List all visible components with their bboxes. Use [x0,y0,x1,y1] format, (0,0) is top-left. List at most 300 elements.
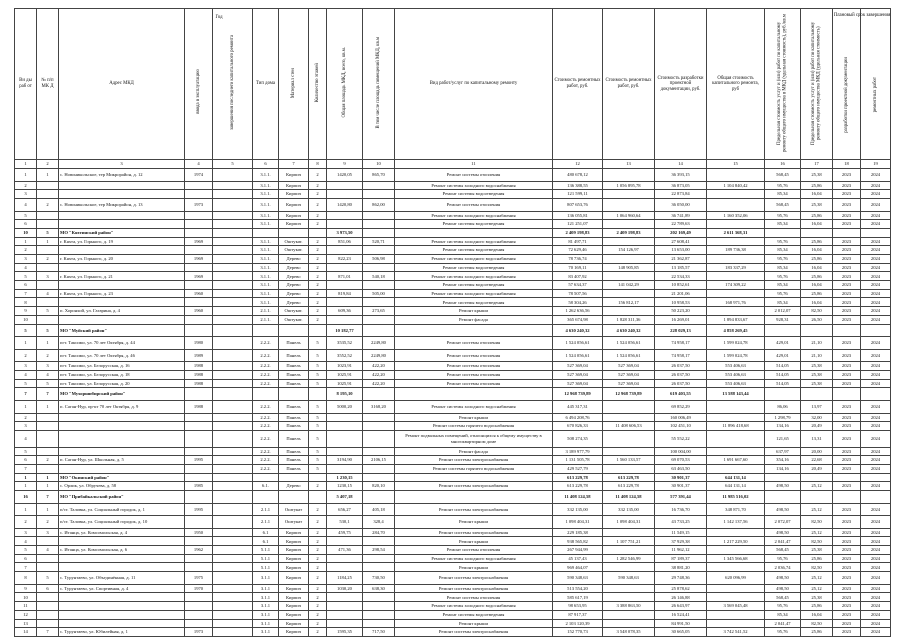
table-cell: 1 104 840,42 [707,181,765,190]
table-cell: 3 189 977,79 [553,447,603,456]
table-cell: 1 599 024,78 [707,349,765,362]
header-vid-rabot: Ви ды раб от [15,9,37,160]
table-cell: 2 [309,528,327,537]
table-cell: 5 407,18 [327,490,363,503]
table-cell: 527 369,04 [603,362,655,371]
table-cell: 2 [309,563,327,572]
table-cell: 30 901,37 [655,473,707,482]
table-cell: 1 [37,482,59,491]
table-cell: 3 742 541,52 [707,628,765,637]
table-row [15,289,891,298]
table-cell [363,263,395,272]
table-cell: Панель [279,464,309,473]
table-row [15,584,891,593]
column-number: 2 [37,160,59,169]
table-cell: 2024 [861,546,891,555]
table-cell: 2024 [861,456,891,465]
table-cell: Ремонт системы отопления [395,546,553,555]
table-cell [185,537,213,546]
table-cell: 2023 [833,537,861,546]
table-cell: 2024 [861,482,891,491]
table-cell [59,619,185,628]
table-row [15,516,891,529]
table-cell: 85,34 [765,220,801,229]
header-plan-design: Плановый срок завершения разработки проектной документации [833,9,861,160]
table-cell: Ремонт системы холодного водоснабжения [395,554,553,563]
table-cell: 3 [15,190,37,199]
table-cell: 11 962,12 [655,546,707,555]
table-cell: Панель [279,362,309,371]
table-cell: 1969 [185,255,213,264]
table-cell [213,298,253,307]
table-cell: 267 944,99 [553,546,603,555]
table-cell: 527 369,04 [553,370,603,379]
table-cell: Кирпич [279,619,309,628]
table-cell [327,422,363,431]
table-cell: 14 [15,628,37,637]
table-cell: 2 [309,237,327,246]
table-cell: 498,50 [765,584,801,593]
table-row [15,263,891,272]
table-cell: 2 [309,211,327,220]
table-cell [363,211,395,220]
table-cell: 1 131 505,78 [553,456,603,465]
table-cell: 154 126,97 [603,246,655,255]
table-cell: 568,45 [765,593,801,602]
table-cell: 134,16 [765,464,801,473]
table-cell: 506,98 [363,255,395,264]
table-cell: Ремонт системы электроснабжения [395,482,553,491]
table-cell: 2024 [861,602,891,611]
table-cell: Ремонт фасада [395,315,553,324]
header-total-area: Общая площадь МКД, всего, кв.м. [327,9,363,160]
table-row [15,400,891,413]
table-cell: 2023 [833,503,861,516]
table-cell [707,220,765,229]
table-cell [213,490,253,503]
column-number: 6 [253,160,279,169]
table-cell: МО "Кяхтинский район" [59,228,185,237]
table-cell: 2024 [861,337,891,350]
table-cell: 969 464,07 [553,563,603,572]
table-cell: 5 [309,422,327,431]
table-cell [707,593,765,602]
table-cell: 2023 [833,516,861,529]
table-cell: 7 [15,464,37,473]
table-cell: 25,38 [801,198,833,211]
table-cell [213,370,253,379]
table-cell [213,400,253,413]
table-cell [213,324,253,337]
table-cell: 1 [37,337,59,350]
table-cell [59,211,185,220]
table-cell: 422,20 [363,370,395,379]
table-cell: 25,86 [801,181,833,190]
table-cell [213,447,253,456]
table-cell: 6.1. [253,482,279,491]
table-cell [213,430,253,447]
table-cell [363,298,395,307]
table-cell [363,220,395,229]
header-row [15,9,891,160]
table-cell [833,473,861,482]
table-cell [363,619,395,628]
table-cell [363,246,395,255]
table-cell: Дерево [279,263,309,272]
table-cell: Ремонт системы электроснабжения [395,584,553,593]
table-cell: 1 [15,482,37,491]
table-cell [603,610,655,619]
table-cell: 85,34 [765,190,801,199]
table-cell [707,430,765,447]
table-cell [861,473,891,482]
table-cell: 1 [15,337,37,350]
table-cell [59,537,185,546]
table-cell: 36 393,15 [655,169,707,182]
table-cell: п. Хоронхой, ул. Гагарина, д. 4 [59,307,185,316]
column-number: 15 [707,160,765,169]
table-cell: 2023 [833,272,861,281]
table-cell: 50 223,20 [655,307,707,316]
table-cell: 1 [15,237,37,246]
header-plan-group: Плановый срок завершения [833,13,891,18]
table-cell: Ремонт системы отопления [395,379,553,388]
table-cell: 498,50 [765,528,801,537]
table-cell [213,263,253,272]
table-cell: 1 691 667,60 [707,456,765,465]
table-cell: 2023 [833,237,861,246]
table-cell: 1 142 137,56 [707,516,765,529]
table-cell: 527 369,04 [603,370,655,379]
table-cell [801,324,833,337]
table-cell: 3.1.1 [253,619,279,628]
table-cell: г. Кяхта, ул. Горького, д. 21 [59,272,185,281]
table-cell [37,430,59,447]
table-cell: 168 971,76 [707,298,765,307]
table-cell: 58 304,26 [553,298,603,307]
table-cell: 11 549,15 [655,528,707,537]
table-row [15,528,891,537]
column-number: 3 [59,160,185,169]
table-cell: 1 [15,400,37,413]
table-cell: 2024 [861,400,891,413]
table-cell: 6 [15,220,37,229]
table-cell [327,602,363,611]
table-cell: 405,18 [363,503,395,516]
table-cell [327,537,363,546]
table-cell: 2 [37,198,59,211]
table-cell: 1 217 229,50 [707,537,765,546]
table-cell: 25,38 [801,362,833,371]
table-cell: Кирпич [279,546,309,555]
table-cell: 85,34 [765,281,801,290]
table-cell: 1988 [185,400,213,413]
table-cell: 5 [309,349,327,362]
table-cell: 4 [37,370,59,379]
table-cell: Ремонт системы электроснабжения [395,528,553,537]
table-cell: 1030,20 [327,584,363,593]
table-cell: 85,34 [765,610,801,619]
table-cell: 2024 [861,422,891,431]
table-cell [59,602,185,611]
column-number: 12 [553,160,603,169]
table-cell: Кирпич [279,554,309,563]
column-number: 18 [833,160,861,169]
table-cell: 4 630 240,32 [553,324,603,337]
table-cell: 5.1.1 [253,563,279,572]
table-cell [213,619,253,628]
table-cell [363,181,395,190]
table-cell [185,554,213,563]
table-row [15,315,891,324]
table-cell [185,315,213,324]
table-cell: 21 362,87 [655,255,707,264]
table-cell [185,263,213,272]
table-cell [707,413,765,422]
table-cell [185,593,213,602]
table-cell: 32,00 [801,413,833,422]
table-cell: 10 [15,228,37,237]
table-cell: 429,01 [765,337,801,350]
table-cell [59,246,185,255]
table-cell [213,554,253,563]
header-design-cost: Стоимость разработки проектной документации, руб. [655,9,707,160]
table-cell: 1980 [185,337,213,350]
table-cell: 189 736,38 [707,246,765,255]
table-row [15,593,891,602]
header-work-type: Вид работ/услуг по капитальному ремонту [395,9,553,160]
table-cell: 1 098 404,31 [553,516,603,529]
table-cell: 2.2.2. [253,337,279,350]
table-cell: 2 [309,289,327,298]
table-cell: 2023 [833,619,861,628]
table-cell: 2024 [861,610,891,619]
table-cell: 508 274,35 [553,430,603,447]
table-cell: 16,04 [801,220,833,229]
table-cell: 5 [15,324,37,337]
table-cell: 5.1.1 [253,554,279,563]
table-cell: 2024 [861,169,891,182]
table-cell [707,619,765,628]
table-cell: 1973 [185,628,213,637]
table-cell [279,490,309,503]
column-number: 14 [655,160,707,169]
table-cell: 183 337,29 [707,263,765,272]
table-cell: 2023 [833,349,861,362]
table-cell [707,255,765,264]
table-cell: 36 873,05 [655,181,707,190]
table-cell: 2023 [833,211,861,220]
table-cell: 3.1.1. [253,263,279,272]
sheet [14,8,890,637]
table-cell [213,584,253,593]
table-cell: 527 369,04 [603,379,655,388]
table-cell: 620 096,99 [707,572,765,585]
table-cell: 1989 [185,349,213,362]
table-cell: 3.1.1. [253,272,279,281]
table-cell: 3.1.1. [253,198,279,211]
table-cell: 2 [15,246,37,255]
table-cell: 5 [309,370,327,379]
table-cell: 3.1.1 [253,610,279,619]
column-number: 17 [801,160,833,169]
table-cell: 2024 [861,563,891,572]
table-cell: 348 871,70 [707,503,765,516]
table-row [15,337,891,350]
table-cell: 11 896 418,68 [707,422,765,431]
table-cell: Кирпич [279,610,309,619]
table-cell: 2.2.2. [253,349,279,362]
table-cell: 2023 [833,181,861,190]
table-row [15,255,891,264]
table-cell [185,220,213,229]
table-cell [213,198,253,211]
table-cell: 1995 [185,456,213,465]
table-cell: 7 [37,628,59,637]
table-cell: 3.1.1. [253,289,279,298]
table-cell: 26 146,88 [655,593,707,602]
table-cell: 2.2.2. [253,430,279,447]
table-cell: Ремонт системы электроснабжения [395,456,553,465]
table-row [15,503,891,516]
table-cell: 82,50 [801,537,833,546]
table-cell: 619 403,55 [655,388,707,401]
table-cell: 1 524 056,61 [553,349,603,362]
table-cell [327,281,363,290]
table-cell: 1985 [185,482,213,491]
table-cell [279,388,309,401]
table-cell: 2.2.2. [253,464,279,473]
table-cell: 5.1.1 [253,546,279,555]
table-cell [37,610,59,619]
table-cell [185,228,213,237]
table-cell [213,388,253,401]
table-cell: Кирпич [279,602,309,611]
table-cell: 7 [15,289,37,298]
table-cell: 2023 [833,246,861,255]
table-cell: 2024 [861,349,891,362]
table-cell: 568,45 [765,198,801,211]
table-row [15,281,891,290]
table-cell [327,464,363,473]
table-cell [213,246,253,255]
table-cell [37,537,59,546]
table-cell [213,289,253,298]
table-cell: 3 388 863,50 [603,602,655,611]
table-cell: 851,06 [327,237,363,246]
table-cell: 4 630 240,32 [603,324,655,337]
table-cell: Ремонт крыши [395,516,553,529]
group-row [15,388,891,401]
table-cell [213,563,253,572]
table-cell: 2 [309,307,327,316]
table-row [15,447,891,456]
table-cell: 22 873,84 [655,190,707,199]
table-cell [37,464,59,473]
table-cell: Ремонт фасада [395,447,553,456]
table-cell: Панель [279,349,309,362]
table-cell: п. Саган-Нур, пр-кт 70 лет Октября, д. 9 [59,400,185,413]
table-cell: 1973 [185,198,213,211]
table-cell: п. Саган-Нур, ул. Школьная, д. 5 [59,456,185,465]
table-cell [603,190,655,199]
table-cell: 2024 [861,628,891,637]
table-cell: 2 [309,554,327,563]
table-cell: 2024 [861,430,891,447]
table-cell: 25,12 [801,572,833,585]
table-row [15,246,891,255]
table-cell: 2 041,47 [765,537,801,546]
table-cell: 3.1.1 [253,628,279,637]
table-cell [213,602,253,611]
table-cell: 1960 [185,289,213,298]
table-cell: 8 195,10 [327,388,363,401]
table-cell [707,447,765,456]
table-cell: 72 629,46 [553,246,603,255]
table-cell [213,413,253,422]
table-cell: с. Новоникольское, тер Микрорайон, д. 12 [59,169,185,182]
table-cell [327,430,363,447]
table-cell: Кирпич [279,190,309,199]
table-cell: 13 [15,619,37,628]
table-cell: 568,45 [765,546,801,555]
table-cell: 2024 [861,237,891,246]
table-cell: 5 [15,447,37,456]
table-cell: 82,50 [801,516,833,529]
table-cell: Ремонт системы холодного водоснабжения [395,272,553,281]
table-cell [185,298,213,307]
table-cell: 25,86 [801,255,833,264]
table-cell: Кирпич [279,528,309,537]
table-cell: 16,04 [801,263,833,272]
table-cell: 69 852,29 [655,400,707,413]
table-cell: пгт. Таксимо, ул. Белорусская, д. 16 [59,362,185,371]
table-cell: 6 [37,584,59,593]
table-cell [185,619,213,628]
table-cell: 1988 [185,362,213,371]
column-number: 8 [309,160,327,169]
table-cell: 9 [15,307,37,316]
table-cell [603,584,655,593]
table-cell [309,490,327,503]
table-cell: 38 881,20 [655,563,707,572]
table-cell: пгт. Таксимо, ул. Белорусская, д. 20 [59,379,185,388]
table-cell: 2023 [833,198,861,211]
table-cell: 21,10 [801,349,833,362]
table-cell: 10 182,77 [327,324,363,337]
table-cell: Дерево [279,281,309,290]
table-cell: 2023 [833,220,861,229]
table-cell [707,190,765,199]
table-cell: 1 [37,503,59,516]
table-cell: 16 736,70 [655,503,707,516]
table-row [15,619,891,628]
table-cell [707,289,765,298]
table-cell: 85,34 [765,298,801,307]
table-cell: 2023 [833,546,861,555]
table-cell [185,281,213,290]
table-cell: с. Итанца, ул. Комсомольская, д. 4 [59,528,185,537]
table-cell: 480 678,12 [553,169,603,182]
table-cell: Панель [279,413,309,422]
table-cell: 78 507,56 [553,289,603,298]
table-cell: 102 451,10 [655,422,707,431]
table-cell: 13,97 [801,400,833,413]
table-cell [603,237,655,246]
table-cell: Ремонт крыши [395,307,553,316]
table-cell: 7 [15,563,37,572]
table-row [15,464,891,473]
